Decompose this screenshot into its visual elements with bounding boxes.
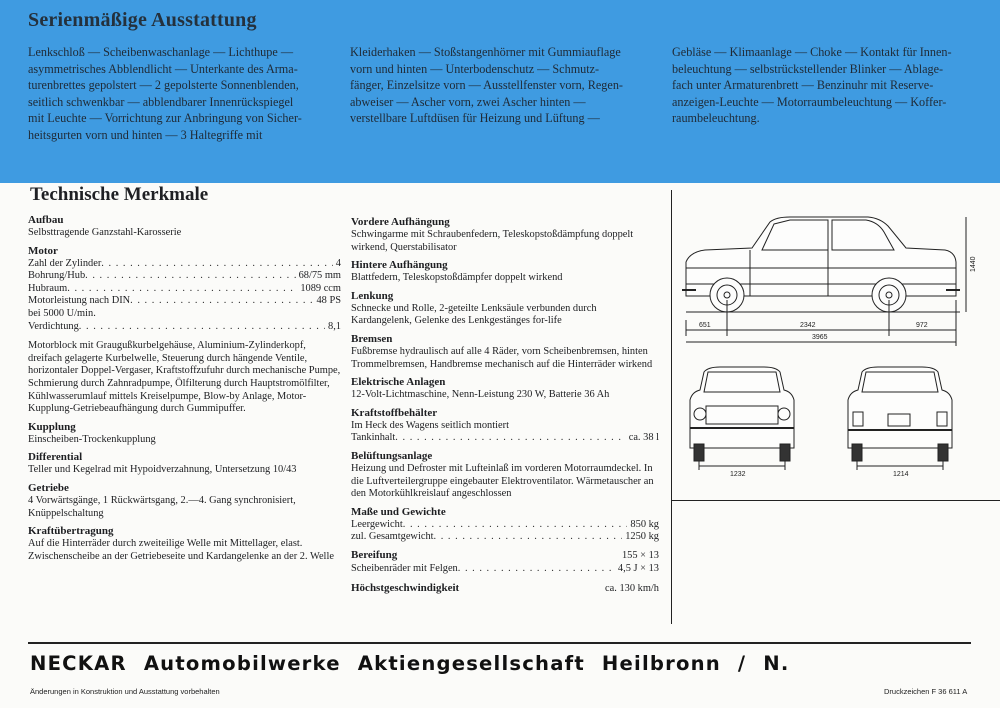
spec-rpm: bei 5000 U/min. [28,307,96,319]
section-heading: Lenkung [351,289,394,302]
section-text: Heizung und Defroster mit Lufteinlaß im vorderen Motorraumdeckel. In die Luftverteilergruppe eingebauter Elektroventilator. Wärmetauscher an den Motorkühlkreislauf angeschlossen [351,462,654,500]
dim-front-overhang: 651 [699,322,711,329]
equipment-column-2 [350,44,650,127]
section-text: Teller und Kegelrad mit Hypoidverzahnung, Untersetzung 10/43 [28,464,297,476]
section-lenkung [351,289,659,328]
section-heading: Aufbau [28,214,64,226]
empty-box [671,500,1000,626]
dim-track-front: 1232 [730,471,746,478]
section-kraftstoffbehaelter [351,406,659,445]
equipment-line: verstellbare Luftdüsen für Heizung und Lüftung — [350,111,600,126]
section-masse [351,505,659,544]
spec-row [351,519,659,532]
spec-row [351,581,659,596]
equipment-line: fach unter Armaturenbrett — Benzinuhr mit Reserve- [672,78,934,93]
section-text: Fußbremse hydraulisch auf alle 4 Räder, vorn Scheibenbremsen, hinten Trommelbremsen, Handbremse mechanisch auf die Hinterräder wirkend [351,345,653,370]
spec-label: Leergewicht [351,518,403,530]
section-text: Selbsttragende Ganzstahl-Karosserie [28,227,182,238]
equipment-line: abweiser — Ascher vorn, zwei Ascher hinten — [350,94,586,109]
section-heading: Elektrische Anlagen [351,376,446,389]
section-kraftuebertragung [28,524,341,563]
section-heading: Maße und Gewichte [351,505,446,518]
spec-label: Motorleistung nach DIN [28,295,131,307]
section-heading: Differential [28,451,83,464]
tech-column-left [28,213,341,567]
section-text: 12-Volt-Lichtmaschine, Nenn-Leistung 230 W, Batterie 36 Ah [351,389,610,401]
section-text: Im Heck des Wagens seitlich montiert [351,419,509,431]
section-belueftung [351,449,659,501]
section-heading: Vordere Aufhängung [351,216,450,228]
section-text: Auf die Hinterräder durch zweiteilige Welle mit Mittellager, elast. Zwischenscheibe an der Getriebeseite und Kardangelenke an der 2. Welle [28,538,334,562]
section-heading: Bremsen [351,332,393,345]
spec-row [28,295,341,308]
footer-rule [28,642,971,644]
motor-description: Motorblock mit Graugußkurbelgehäuse, Aluminium-Zylinderkopf, dreifach gelagerte Kurbelwelle, Steuerung durch hängende Ventile, horizontaler Doppel-Vergaser, Kraftstoffzufuhr durch mechanische Pumpe, Schmierung durch Zahnradpumpe, Ölfilterung durch Hauptstromölfilter, Kühlwasserumlauf mittels Kreiselpumpe, Blow-by Anlage, Motor-Kupplung-Getriebeaufhängung durch Gummipuffer. [28,340,341,415]
rear-view-drawing [848,367,952,470]
section-hoechstgeschwindigkeit [351,581,659,596]
section-heading: Getriebe [28,481,69,494]
spec-label: Scheibenräder mit Felgen [351,562,458,574]
equipment-line: seitlich schwenkbar — abblendbarer Innenrückspiegel [28,94,294,109]
equipment-line: Kleiderhaken — Stoßstangenhörner mit Gummiauflage [350,45,621,59]
section-getriebe [28,481,341,520]
spec-label: Tankinhalt [351,432,396,444]
spec-value: 1250 kg [625,531,659,543]
spec-label: Hubraum [28,282,68,294]
spec-label: Zahl der Zylinder [28,257,102,269]
section-bereifung [351,548,659,575]
brand-line: NECKAR Automobilwerke Aktiengesellschaft Heilbronn / N. [30,652,790,675]
equipment-column-3 [672,44,972,127]
spec-row [351,563,659,576]
spec-row [28,283,341,296]
equipment-line: beleuchtung — selbstrückstellender Blinker — Ablage- [672,61,944,76]
dim-height: 1440 [970,256,977,272]
section-text: Schnecke und Rolle, 2-geteilte Lenksäule verbunden durch Kardangelenk, Gelenke des Lenkgestänges for-life [351,302,597,327]
section-differential [28,450,341,477]
spec-row [28,258,341,271]
section-heading: Kraftstoffbehälter [351,406,438,419]
section-heading: Bereifung [351,548,398,561]
dim-track-rear: 1214 [893,471,909,478]
spec-row [351,531,659,544]
footer-code: Druckzeichen F 36 611 A [884,687,968,696]
dim-rear-overhang: 972 [916,322,928,329]
equipment-banner [0,0,1000,183]
equipment-title: Serienmäßige Ausstattung [28,9,257,31]
equipment-line: Gebläse — Klimaanlage — Choke — Kontakt für Innen- [672,45,952,59]
tech-title: Technische Merkmale [30,184,209,205]
section-heading: Kraftübertragung [28,525,114,538]
front-view-drawing [690,367,794,470]
spec-value: ca. 130 km/h [605,583,659,595]
spec-row [28,270,341,283]
section-heading: Belüftungsanlage [351,449,433,462]
section-heading: Motor [28,244,58,257]
footer-note: Änderungen in Konstruktion und Ausstattung vorbehalten [30,687,220,696]
section-kupplung [28,420,341,447]
spec-label: zul. Gesamtgewicht [351,531,434,543]
equipment-line: raumbeleuchtung. [672,111,760,126]
spec-value: 4,5 J × 13 [617,562,659,574]
spec-value: ca. 38 l [628,432,659,444]
spec-label: Bohrung/Hub [28,270,86,282]
section-motor [28,244,341,416]
spec-value: 68/75 mm [298,270,341,282]
spec-row [351,548,659,563]
spec-row [28,321,341,334]
spec-value: 850 kg [630,518,659,530]
section-hintere-aufhaengung [351,258,659,285]
section-vordere-aufhaengung [351,215,659,254]
spec-value: 1089 ccm [300,282,341,294]
equipment-line: vorn und hinten — Unterbodenschutz — Schmutz- [350,61,600,76]
spec-row [351,432,659,445]
equipment-line: anzeigen-Leuchte — Motorraumbeleuchtung — Koffer- [672,94,947,109]
equipment-line: mit Leuchte — Vorrichtung zur Anbringung von Sicher- [28,111,302,126]
tech-column-middle [351,215,659,600]
spec-label: Verdichtung [28,320,79,332]
spec-value: 4 [335,257,341,269]
spec-value: 48 PS [316,295,341,307]
equipment-line: heitsgurten vorn und hinten — 3 Haltegriffe mit [28,127,263,142]
section-aufbau [28,213,341,240]
side-view-drawing [682,217,966,346]
section-text: Blattfedern, Teleskopstoßdämpfer doppelt wirkend [351,272,563,284]
equipment-line: turenbrettes gepolstert — 2 gepolsterte Sonnenblenden, [28,78,299,93]
section-heading: Kupplung [28,420,76,433]
section-text: Einscheiben-Trockenkupplung [28,433,156,445]
spec-value: 155 × 13 [621,549,659,561]
section-elektrik [351,375,659,402]
dim-length: 3965 [812,334,828,341]
section-bremsen [351,332,659,371]
equipment-line: asymmetrisches Abblendlicht — Unterkante des Arma- [28,61,298,76]
spec-value: 8,1 [328,320,341,332]
section-heading: Höchstgeschwindigkeit [351,582,460,595]
equipment-line: fänger, Einzelsitze vorn — Ausstellfenster vorn, Regen- [350,78,623,93]
dim-wheelbase: 2342 [800,322,816,329]
section-text: Schwingarme mit Schraubenfedern, Teleskopstoßdämpfung doppelt wirkend, Querstabilisator [351,229,634,253]
equipment-column-1 [28,44,328,144]
equipment-line: Lenkschloß — Scheibenwaschanlage — Lichthupe — [28,45,294,59]
section-text: 4 Vorwärtsgänge, 1 Rückwärtsgang, 2.—4. Gang synchronisiert, Knüppelschaltung [28,494,296,519]
section-heading: Hintere Aufhängung [351,259,448,272]
